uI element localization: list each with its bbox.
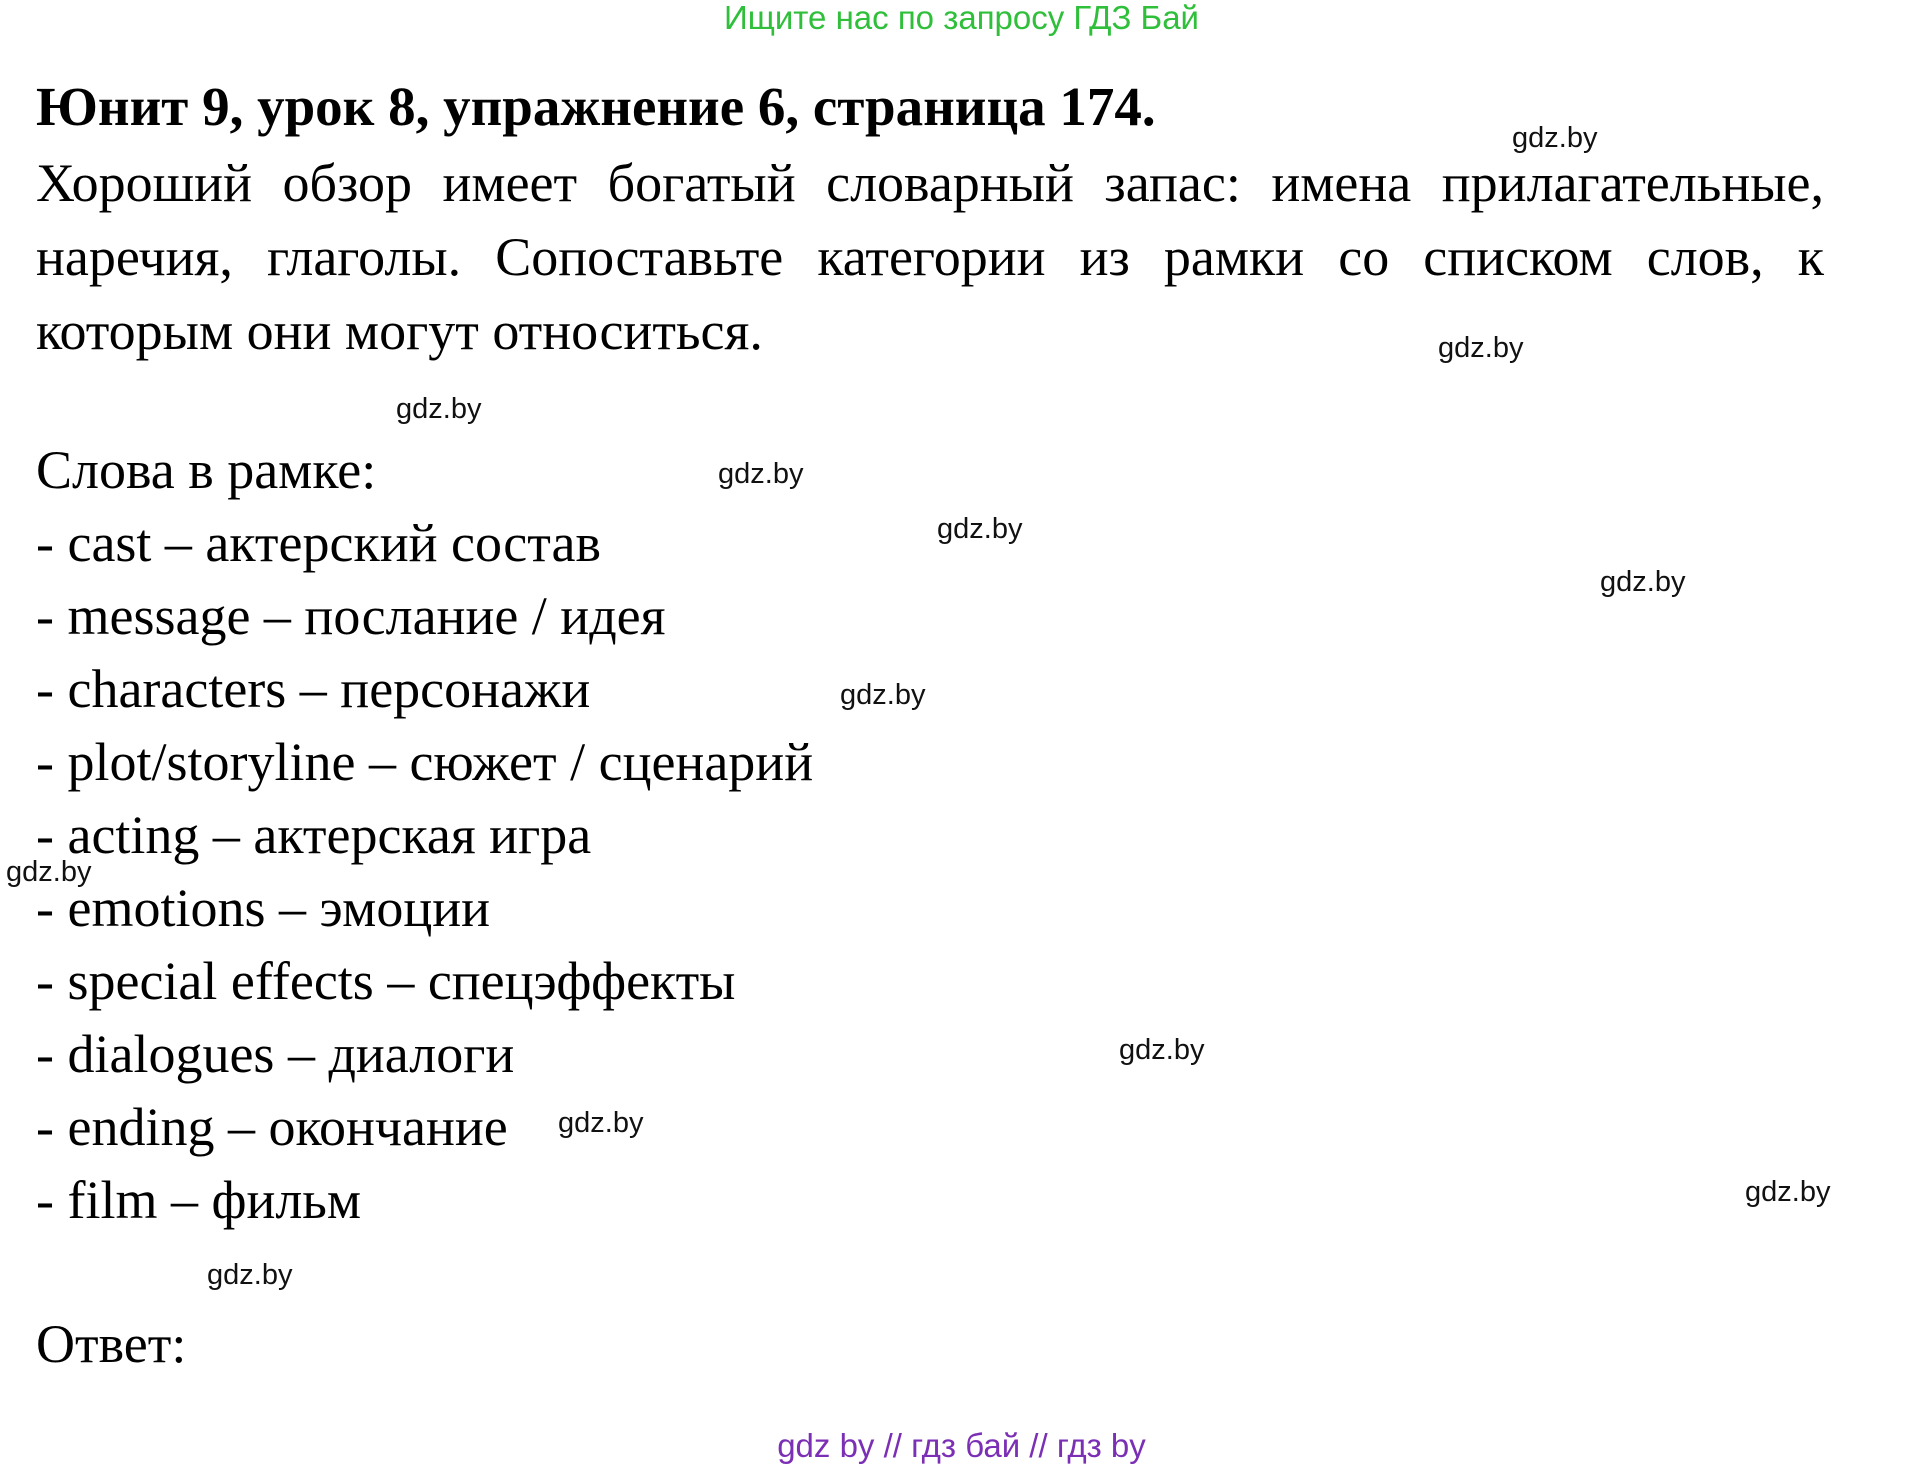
watermark: gdz.by bbox=[1512, 122, 1598, 154]
watermark: gdz.by bbox=[1438, 332, 1524, 364]
watermark: gdz.by bbox=[558, 1107, 644, 1139]
exercise-title: Юнит 9, урок 8, упражнение 6, страница 174. bbox=[36, 76, 1156, 137]
watermark: gdz.by bbox=[396, 393, 482, 425]
list-item: - dialogues – диалоги bbox=[36, 1024, 515, 1084]
footer-links: gdz by // гдз бай // гдз by bbox=[777, 1427, 1146, 1464]
watermark: gdz.by bbox=[1745, 1176, 1831, 1208]
top-banner: Ищите нас по запросу ГДЗ Бай bbox=[724, 0, 1199, 36]
list-item: - acting – актерская игра bbox=[36, 805, 592, 865]
word-list bbox=[36, 507, 813, 1237]
list-item: - ending – окончание bbox=[36, 1097, 508, 1157]
list-item: - cast – актерский состав bbox=[36, 513, 601, 573]
watermark: gdz.by bbox=[6, 856, 92, 888]
watermark: gdz.by bbox=[1600, 566, 1686, 598]
list-item: - special effects – спецэффекты bbox=[36, 951, 736, 1011]
watermark: gdz.by bbox=[1119, 1034, 1205, 1066]
list-item: - film – фильм bbox=[36, 1170, 362, 1230]
list-item: - message – послание / идея bbox=[36, 586, 666, 646]
box-words-heading: Слова в рамке: bbox=[36, 440, 377, 500]
list-item: - plot/storyline – сюжет / сценарий bbox=[36, 732, 814, 792]
watermark: gdz.by bbox=[718, 458, 804, 490]
watermark: gdz.by bbox=[937, 513, 1023, 545]
answer-label: Ответ: bbox=[36, 1314, 187, 1374]
list-item: - characters – персонажи bbox=[36, 659, 591, 719]
exercise-instructions: Хороший обзор имеет богатый словарный запас: имена прилагательные, наречия, глаголы. Сопоставьте категории из рамки со списком слов, к которым они могут относиться. bbox=[36, 153, 1824, 361]
watermark: gdz.by bbox=[207, 1259, 293, 1291]
list-item: - emotions – эмоции bbox=[36, 878, 491, 938]
watermark: gdz.by bbox=[840, 679, 926, 711]
